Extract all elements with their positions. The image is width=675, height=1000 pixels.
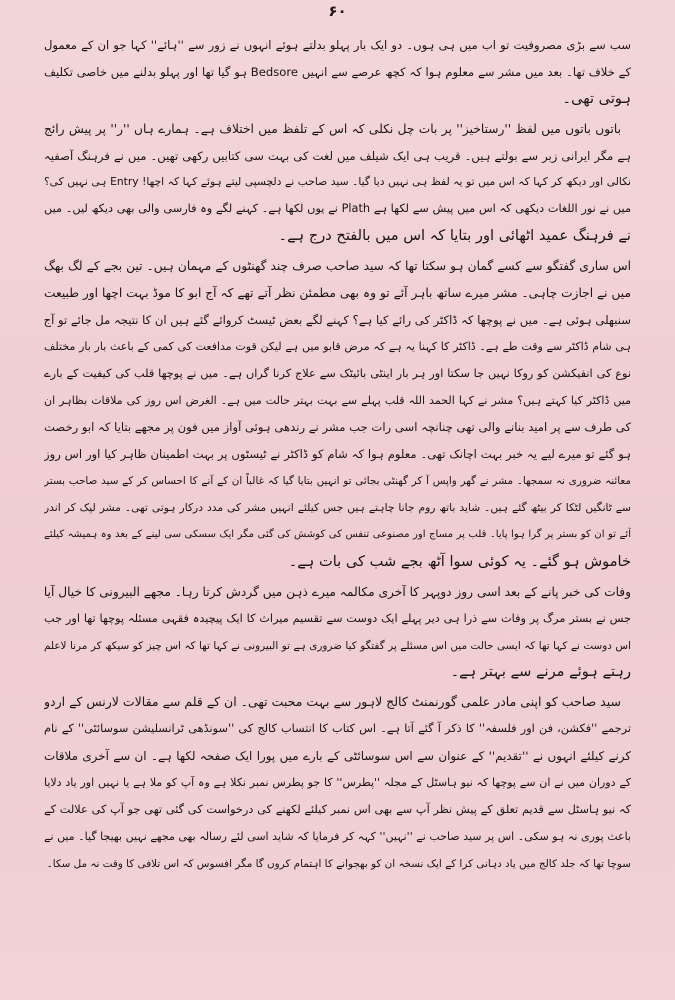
text-line: اس ساری گفتگو سے کسے گمان ہو سکتا تھا کہ سید صاحب صرف چند گھنٹوں کے مہمان ہیں۔ تین بجے کے لگ بھگ [44, 259, 631, 274]
text-line: ترجمے ''فکشن، فن اور فلسفہ'' کا ذکر آ گئے آتا ہے۔ اس کتاب کا انتساب کالج کی ''سونڈھی ٹرانسلیشن سوسائٹی'' کے نام [44, 722, 631, 736]
text-line: سے ٹانگیں لٹکا کر بیٹھ گئے ہیں۔ شاید باتھ روم جانا چاہتے ہیں جس کیلئے انہیں مشر کی مدد درکار ہوتی تھی۔ مشر لپک کر اندر [44, 501, 631, 515]
text-line: ہے مگر ایرانی زبر سے بولتے ہیں۔ قریب ہی ایک شیلف میں لغت کی بہت سی کتابیں رکھی تھیں۔ میں نے فرہنگ آصفیہ [44, 148, 631, 163]
text-line: نوع کی انفیکشن کو روکا نہیں جا سکتا اور ہر بار اینٹی بائیٹک سے علاج کرنا گراں ہے۔ میں نے پوچھا قلب کی کیفیت کے بارے [44, 366, 631, 380]
text-line: سید صاحب کو اپنی مادر علمی گورنمنٹ کالج لاہور سے بہت محبت تھی۔ ان کے قلم سے مقالات لارنس کے اردو [44, 694, 621, 710]
text-line: ہی شام ڈاکٹر سے وقت طے ہے۔ ڈاکٹر کا کہنا یہ ہے کہ مرض قابو میں ہے لیکن قوت مدافعت کی کمی کے باعث بار بار مختلف [44, 339, 631, 353]
text-line: اس دوست نے کہا تھا کہ ایسی حالت میں اس مسئلے پر گفتگو کیا ضروری ہے تو البیرونی نے کہا تھا کہ اس چیز کو سیکھ کر مرنا لاعلم [44, 639, 631, 652]
text-line: کرنے کیلئے انہوں نے ''تقدیم'' کے عنوان سے اس سوسائٹی کے بارے میں پورا ایک صفحہ لکھا ہے۔ ان سے آخری ملاقات [44, 749, 631, 764]
text-line: سب سے بڑی مصروفیت تو اب میں ہی ہوں۔ دو ایک بار پہلو بدلتے ہوئے انہوں نے زور سے ''ہائے'' کہا جو ان کے معمول [44, 38, 631, 52]
text-line: میں ڈاکٹر کیا کہتے ہیں؟ مشر نے کہا الحمد اللہ قلب پہلے سے بہت بہتر حالت میں ہے۔ الغرض اس روز کی ملاقات بظاہر ان [44, 393, 631, 407]
text-line: خاموش ہو گئے۔ یہ کوئی سوا آٹھ بجے شب کی بات ہے۔ [288, 552, 631, 570]
text-line: سنبھلی ہوئی ہے۔ میں نے پوچھا کہ ڈاکٹر کی رائے کیا ہے؟ کہنے لگے بعض ٹیسٹ کروائے گئے ہیں ان کا نتیجہ مل جائے تو آج [44, 312, 631, 327]
text-line: جس نے بستر مرگ پر وفات سے ذرا ہی دیر پہلے ایک دوست سے تقسیم میراث کا ایک پیچیدہ فقہی مسئلہ پوچھا تھا اور جب [44, 611, 631, 625]
paragraph [44, 32, 631, 113]
text-line: کے دوران میں نے ان سے پوچھا کہ نیو ہاسٹل کے مجلہ ''پطرس'' کا جو پطرس نمبر نکلا ہے وہ آپ کو ملا ہے یا نہیں اور یاد دلایا [44, 776, 631, 790]
page-number: ۶۰ [328, 2, 347, 20]
text-line: نکالی اور دیکھ کر کہا کہ اس میں تو یہ لفظ ہی نہیں دیا گیا۔ سید صاحب نے دلچسپی لیتے ہوئے کہا کہ اچھا! Entry ہی نہیں کی؟ [44, 175, 631, 189]
text-line: کے خلاف تھا۔ بعد میں مشر سے معلوم ہوا کہ کچھ عرصے سے انہیں Bedsore ہو گیا تھا اور پہلو بدلنے میں خاصی تکلیف [44, 64, 631, 79]
text-line: باعث پوری نہ ہو سکی۔ اس پر سید صاحب نے ''نہیں'' کہہ کر فرمایا کہ شاید اسی لئے رسالہ بھی مجھے نہیں بھیجا گیا۔ میں نے [44, 829, 631, 843]
text-line: ہو گئے تو میرے لیے یہ خبر بہت اچانک تھی۔ معلوم ہوا کہ شام کو ڈاکٹر نے ٹیسٹوں پر بہت اطمینان ظاہر کیا اور اس روز [44, 447, 631, 462]
text-line: کی طرف سے پر امید بنانے والی تھی چنانچہ اسی رات جب مشر نے رندھی ہوئی آواز میں فون پر مجھے بتایا کہ ابو رخصت [44, 420, 631, 435]
text-line: رہتے ہوئے مرنے سے بہتر ہے۔ [450, 663, 631, 681]
text-line: وفات کی خبر پانے کے بعد اسی روز دوپہر کا آخری مکالمہ میرے ذہن میں گردش کرتا رہا۔ مجھے البیرونی کا خیال آیا [44, 584, 631, 599]
body-text [44, 32, 631, 881]
text-line: معائنہ ضروری نہ سمجھا۔ مشر نے گھر واپس آ کر گھنٹی بجائی تو انہیں بتایا گیا کہ غالباً ان کے آنے کا احساس کر کے سید صاحب بستر [44, 475, 631, 488]
text-line: نے فرہنگ عمید اٹھائی اور بتایا کہ اس میں بالفتح درج ہے۔ [278, 227, 631, 245]
text-line: سوچا تھا کہ جلد کالج میں یاد دہانی کرا کے ایک نسخہ ان کو بھجوانے کا اہتمام کروں گا مگر افسوس کہ اس تلافی کا وقت نہ مل سکا۔ [46, 857, 631, 870]
text-line: آئے تو ان کو بستر پر گرا ہوا پایا۔ قلب پر مساج اور مصنوعی تنفس کی کوشش کی گئی مگر ایک سسکی سی لینے کے بعد وہ ہمیشہ کیلئے [44, 529, 631, 541]
text-line: کہ نیو ہاسٹل سے قدیم تعلق کے پیش نظر آپ سے بھی اس نمبر کیلئے لکھنے کی درخواست کی گئی تھی جو آپ کی علالت کے [44, 802, 631, 816]
text-line: ہوتی تھی۔ [562, 89, 631, 107]
text-line: میں نے اجازت چاہی۔ مشر میرے ساتھ باہر آئے تو وہ بھی مطمئن نظر آتے تھے کہ آج ابو کا موڈ بہت اچھا اور طبیعت [44, 286, 631, 301]
paragraph [44, 116, 631, 250]
paragraph [44, 579, 631, 687]
text-line: میں نے نور اللغات دیکھی کہ اس میں پیش سے لکھا ہے Plath نے یوں لکھا ہے۔ کہنے لگے وہ فارسی والی بھی دیکھ لیں۔ میں [44, 202, 631, 216]
paragraph [44, 253, 631, 576]
paragraph [44, 689, 631, 877]
text-line: باتوں باتوں میں لفظ ''رستاخیز'' پر بات چل نکلی کہ اس کے تلفظ میں اختلاف ہے۔ ہمارے ہاں ''ر'' پر پیش رائج [44, 121, 621, 136]
